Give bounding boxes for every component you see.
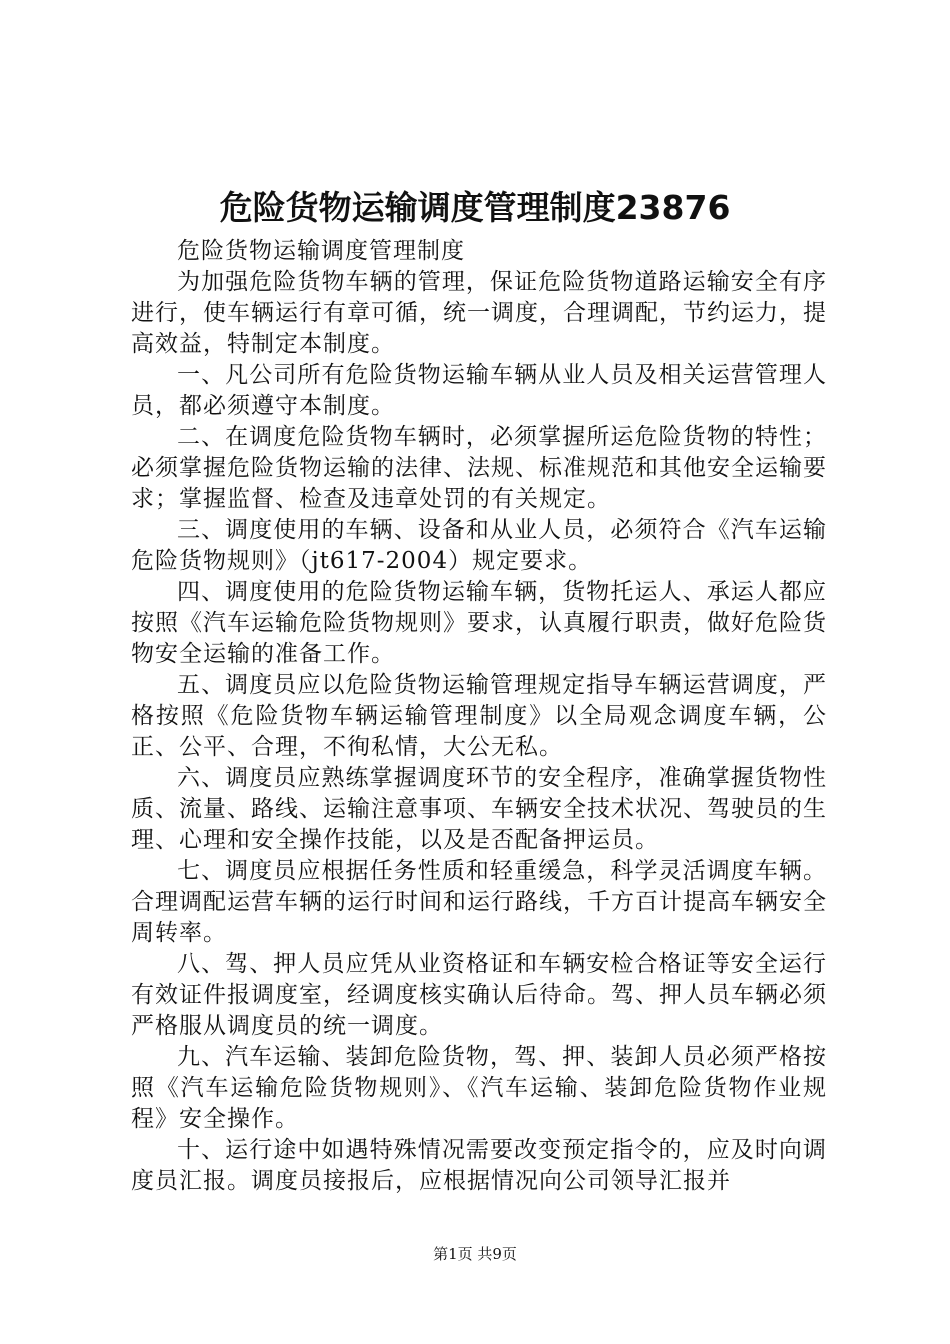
paragraph-item-3: 三、调度使用的车辆、设备和从业人员，必须符合《汽车运输危险货物规则》（jt617-2004）规定要求。 (131, 517, 827, 574)
paragraph-item-2: 二、在调度危险货物车辆时，必须掌握所运危险货物的特性；必须掌握危险货物运输的法律、法规、标准规范和其他安全运输要求；掌握监督、检查及违章处罚的有关规定。 (131, 424, 827, 512)
paragraph-item-10: 十、运行途中如遇特殊情况需要改变预定指令的，应及时向调度员汇报。调度员接报后，应根据情况向公司领导汇报并 (131, 1137, 827, 1194)
paragraph-item-1: 一、凡公司所有危险货物运输车辆从业人员及相关运营管理人员，都必须遵守本制度。 (131, 362, 827, 419)
page-footer: 第1页 共9页 (433, 1245, 517, 1263)
paragraph-item-4: 四、调度使用的危险货物运输车辆，货物托运人、承运人都应按照《汽车运输危险货物规则》要求，认真履行职责，做好危险货物安全运输的准备工作。 (131, 579, 827, 667)
paragraph-intro: 为加强危险货物车辆的管理，保证危险货物道路运输安全有序进行，使车辆运行有章可循，统一调度，合理调配，节约运力，提高效益，特制定本制度。 (131, 269, 827, 357)
document-body (131, 236, 827, 1197)
paragraph-item-7: 七、调度员应根据任务性质和轻重缓急，科学灵活调度车辆。合理调配运营车辆的运行时间和运行路线，千方百计提高车辆安全周转率。 (131, 858, 827, 946)
paragraph-item-5: 五、调度员应以危险货物运输管理规定指导车辆运营调度，严格按照《危险货物车辆运输管理制度》以全局观念调度车辆，公正、公平、合理，不徇私情，大公无私。 (131, 672, 827, 760)
paragraph-heading: 危险货物运输调度管理制度 (177, 238, 465, 264)
document-title: 危险货物运输调度管理制度23876 (219, 188, 731, 227)
paragraph-item-8: 八、驾、押人员应凭从业资格证和车辆安检合格证等安全运行有效证件报调度室，经调度核实确认后待命。驾、押人员车辆必须严格服从调度员的统一调度。 (131, 951, 827, 1039)
paragraph-item-6: 六、调度员应熟练掌握调度环节的安全程序，准确掌握货物性质、流量、路线、运输注意事项、车辆安全技术状况、驾驶员的生理、心理和安全操作技能，以及是否配备押运员。 (131, 765, 827, 853)
paragraph-item-9: 九、汽车运输、装卸危险货物，驾、押、装卸人员必须严格按照《汽车运输危险货物规则》、《汽车运输、装卸危险货物作业规程》安全操作。 (131, 1044, 827, 1132)
